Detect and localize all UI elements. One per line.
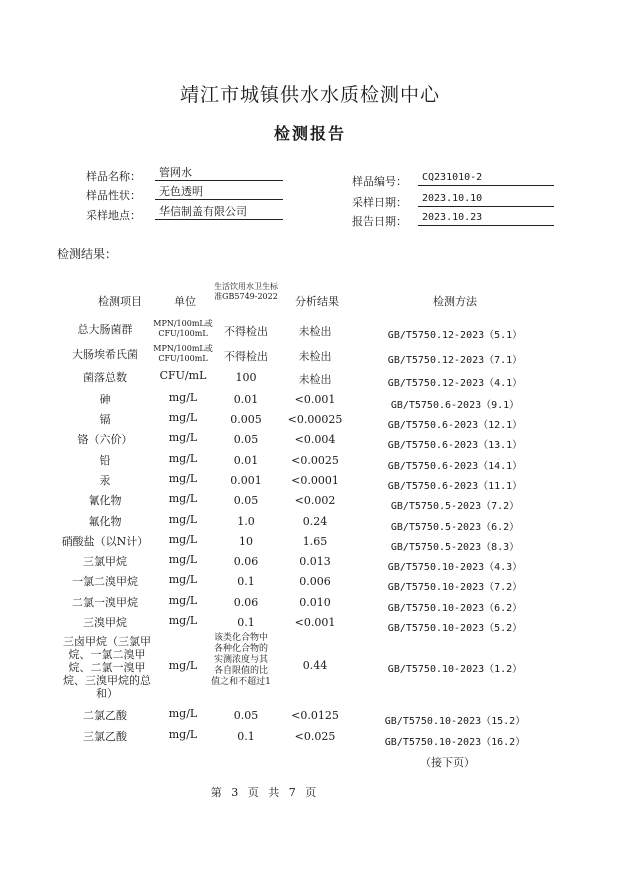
row-result: <0.00025 xyxy=(287,413,343,426)
row-unit: MPN/100mL或CFU/100mL xyxy=(153,319,213,338)
report-date-value: 2023.10.23 xyxy=(418,211,554,226)
row-unit: mg/L xyxy=(168,492,198,505)
sampling-site-label: 采样地点： xyxy=(86,209,141,222)
row-standard: 0.001 xyxy=(230,474,262,487)
row-method: GB/T5750.10-2023（6.2） xyxy=(387,603,523,614)
row-item: 硝酸盐（以N计） xyxy=(61,535,149,548)
row-result: <0.0125 xyxy=(291,709,339,722)
row-method: GB/T5750.10-2023（4.3） xyxy=(387,562,523,573)
row-unit: mg/L xyxy=(168,728,198,741)
row-standard: 不得检出 xyxy=(224,350,268,363)
row-result: 未检出 xyxy=(298,350,332,363)
row-item: 菌落总数 xyxy=(83,371,127,384)
row-result: 0.006 xyxy=(299,575,331,588)
sampling-site-value: 华信制盖有限公司 xyxy=(155,205,283,220)
header-unit: 单位 xyxy=(174,295,196,308)
row-unit: MPN/100mL或CFU/100mL xyxy=(153,344,213,363)
row-item: 氰化物 xyxy=(88,494,122,507)
row-result: 0.013 xyxy=(299,555,331,568)
row-method: GB/T5750.12-2023（4.1） xyxy=(387,378,523,389)
row-item: 汞 xyxy=(99,474,111,487)
header-method: 检测方法 xyxy=(433,295,477,308)
row-standard: 0.1 xyxy=(237,575,255,588)
row-standard: 该类化合物中各种化合物的实测浓度与其各自限值的比值之和不超过1 xyxy=(211,633,271,687)
row-result: <0.001 xyxy=(294,393,336,406)
row-method: GB/T5750.6-2023（13.1） xyxy=(387,440,523,451)
row-result: <0.002 xyxy=(294,494,336,507)
row-unit: mg/L xyxy=(168,659,198,672)
row-unit: mg/L xyxy=(168,431,198,444)
row-unit: mg/L xyxy=(168,513,198,526)
row-item: 三卤甲烷（三氯甲烷、一氯二溴甲烷、二氯一溴甲烷、三溴甲烷的总和） xyxy=(63,635,151,700)
row-unit: mg/L xyxy=(168,411,198,424)
row-standard: 不得检出 xyxy=(224,325,268,338)
row-method: GB/T5750.10-2023（7.2） xyxy=(387,582,523,593)
row-standard: 0.01 xyxy=(233,454,259,467)
row-result: 未检出 xyxy=(298,325,332,338)
header-result: 分析结果 xyxy=(295,295,339,308)
row-standard: 0.05 xyxy=(233,494,259,507)
row-item: 二氯乙酸 xyxy=(83,709,127,722)
row-unit: mg/L xyxy=(168,472,198,485)
row-standard: 0.05 xyxy=(233,433,259,446)
row-method: GB/T5750.6-2023（14.1） xyxy=(387,461,523,472)
row-item: 氟化物 xyxy=(88,515,122,528)
header-item: 检测项目 xyxy=(98,295,142,308)
row-unit: mg/L xyxy=(168,614,198,627)
sample-no-value: CQ231010-2 xyxy=(418,171,554,186)
row-item: 砷 xyxy=(99,393,111,406)
row-standard: 0.1 xyxy=(237,616,255,629)
row-unit: mg/L xyxy=(168,533,198,546)
row-item: 一氯二溴甲烷 xyxy=(72,575,138,588)
row-unit: mg/L xyxy=(168,707,198,720)
row-item: 总大肠菌群 xyxy=(77,323,133,336)
row-method: GB/T5750.5-2023（8.3） xyxy=(390,542,520,553)
row-result: 0.24 xyxy=(302,515,328,528)
row-standard: 100 xyxy=(235,371,257,384)
row-method: GB/T5750.10-2023（5.2） xyxy=(387,623,523,634)
row-method: GB/T5750.12-2023（7.1） xyxy=(387,355,523,366)
row-standard: 10 xyxy=(239,535,253,548)
row-item: 二氯一溴甲烷 xyxy=(72,596,138,609)
row-standard: 0.05 xyxy=(233,709,259,722)
report-date-label: 报告日期： xyxy=(352,215,407,228)
row-result: 0.010 xyxy=(299,596,331,609)
row-standard: 1.0 xyxy=(237,515,255,528)
row-item: 三溴甲烷 xyxy=(83,616,127,629)
row-unit: mg/L xyxy=(168,391,198,404)
row-result: <0.0025 xyxy=(291,454,339,467)
row-unit: mg/L xyxy=(168,594,198,607)
row-method: GB/T5750.6-2023（11.1） xyxy=(387,481,523,492)
row-standard: 0.005 xyxy=(230,413,262,426)
row-method: GB/T5750.10-2023（15.2） xyxy=(384,716,526,727)
row-item: 铬（六价） xyxy=(77,433,133,446)
results-label: 检测结果： xyxy=(57,247,118,261)
continued-note: （接下页） xyxy=(420,756,475,769)
row-item: 镉 xyxy=(99,413,111,426)
row-standard: 0.1 xyxy=(237,730,255,743)
row-item: 三氯甲烷 xyxy=(83,555,127,568)
row-result: <0.001 xyxy=(294,616,336,629)
row-result: <0.004 xyxy=(294,433,336,446)
row-standard: 0.01 xyxy=(233,393,259,406)
row-method: GB/T5750.6-2023（12.1） xyxy=(387,420,523,431)
row-unit: CFU/mL xyxy=(159,369,207,382)
row-method: GB/T5750.10-2023（16.2） xyxy=(384,737,526,748)
row-result: <0.0001 xyxy=(291,474,339,487)
row-standard: 0.06 xyxy=(233,555,259,568)
organization-title: 靖江市城镇供水水质检测中心 xyxy=(179,84,440,106)
row-unit: mg/L xyxy=(168,553,198,566)
sample-state-value: 无色透明 xyxy=(155,185,283,200)
sample-no-label: 样品编号： xyxy=(352,175,407,188)
row-result: 1.65 xyxy=(302,535,328,548)
header-standard: 生活饮用水卫生标准GB5749-2022 xyxy=(214,282,278,301)
row-result: 0.44 xyxy=(302,659,328,672)
row-item: 铅 xyxy=(99,454,111,467)
sample-name-label: 样品名称： xyxy=(86,170,141,183)
row-unit: mg/L xyxy=(168,573,198,586)
sampling-date-value: 2023.10.10 xyxy=(418,192,554,207)
row-method: GB/T5750.6-2023（9.1） xyxy=(390,400,520,411)
sampling-date-label: 采样日期： xyxy=(352,196,407,209)
row-item: 大肠埃希氏菌 xyxy=(72,348,138,361)
row-method: GB/T5750.12-2023（5.1） xyxy=(387,330,523,341)
row-result: <0.025 xyxy=(294,730,336,743)
row-standard: 0.06 xyxy=(233,596,259,609)
row-method: GB/T5750.10-2023（1.2） xyxy=(387,664,523,675)
report-title: 检测报告 xyxy=(273,124,346,143)
page-footer: 第 3 页 共 7 页 xyxy=(210,786,320,799)
row-method: GB/T5750.5-2023（7.2） xyxy=(390,501,520,512)
row-item: 三氯乙酸 xyxy=(83,730,127,743)
sample-state-label: 样品性状： xyxy=(86,189,141,202)
sample-name-value: 管网水 xyxy=(155,166,283,181)
row-method: GB/T5750.5-2023（6.2） xyxy=(390,522,520,533)
row-result: 未检出 xyxy=(298,373,332,386)
row-unit: mg/L xyxy=(168,452,198,465)
